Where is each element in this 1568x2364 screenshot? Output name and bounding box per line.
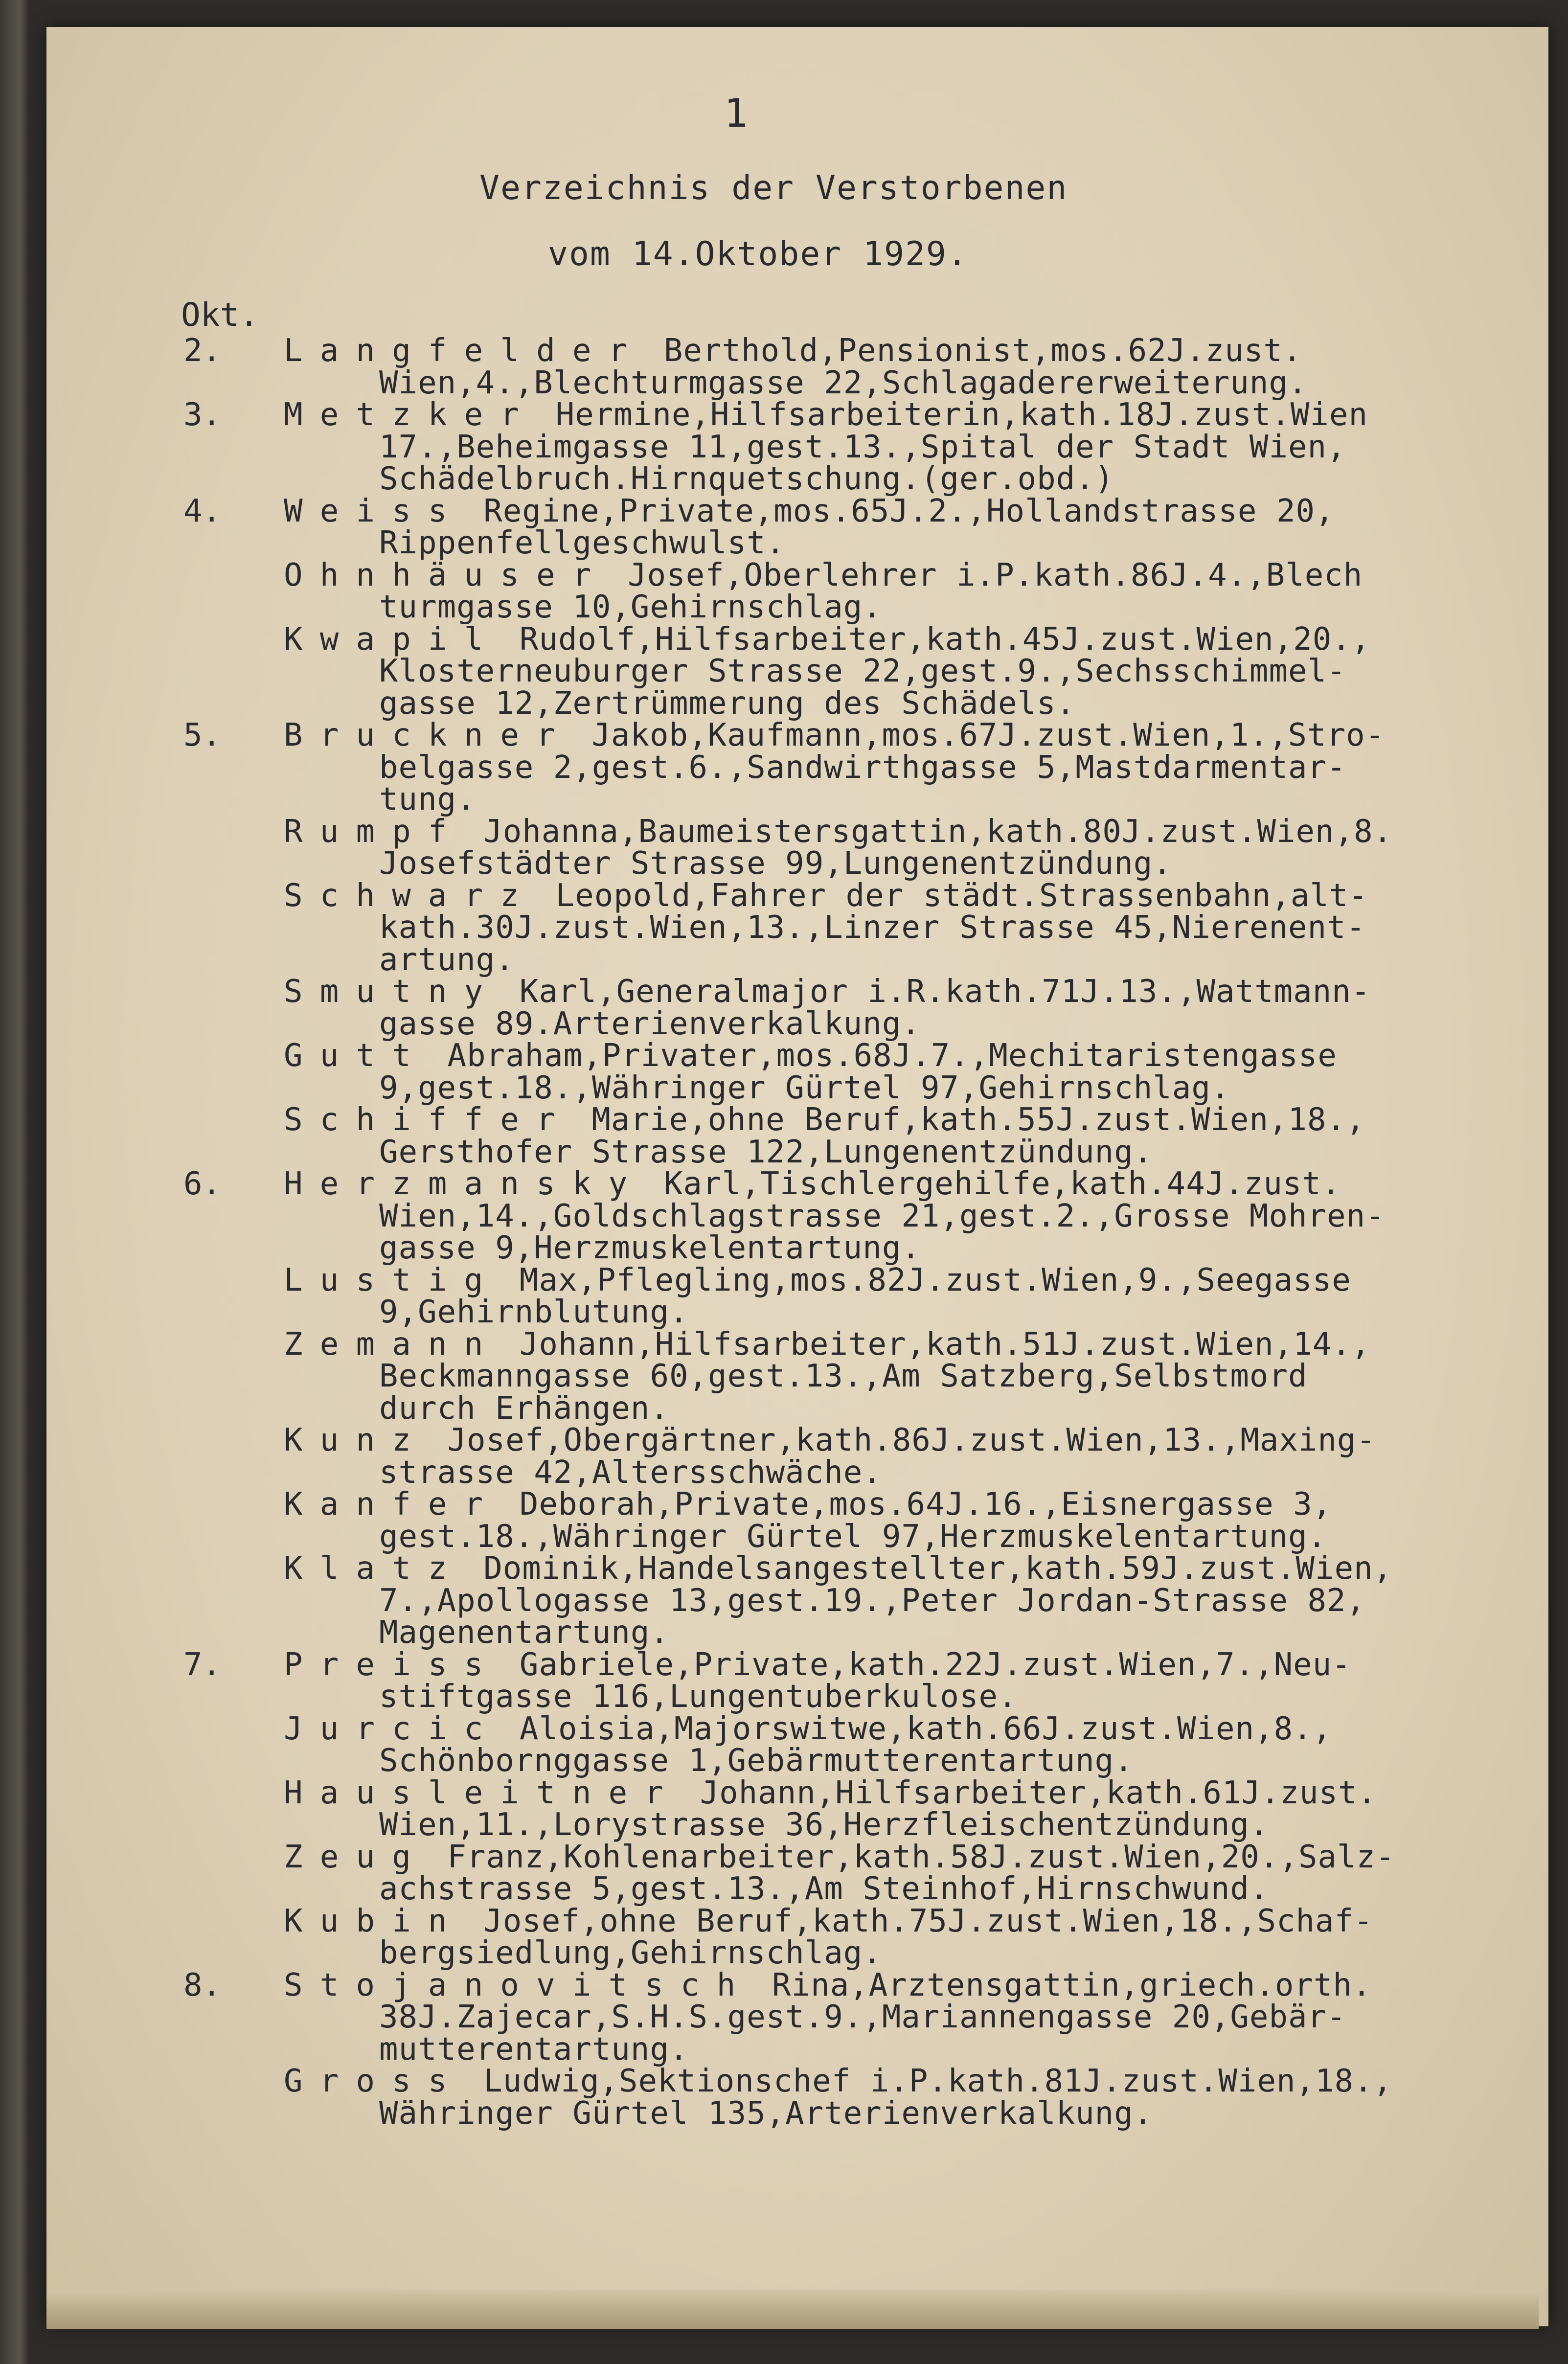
- entry-surname: Lustig: [284, 1262, 500, 1298]
- entry-first-line: [284, 1967, 1372, 2003]
- entry-text: Regine,Private,mos.65J.2.,Hollandstrasse 20,: [483, 493, 1335, 529]
- entry-continuation-line: artung.: [379, 941, 515, 978]
- entry-first-line: [284, 333, 1302, 369]
- entry-surname: Bruckner: [284, 717, 572, 753]
- entry-first-line: [284, 1647, 1351, 1683]
- entry-text: Hermine,Hilfsarbeiterin,kath.18J.zust.Wien: [555, 397, 1368, 433]
- entry-continuation-line: Wien,14.,Goldschlagstrasse 21,gest.2.,Grosse Mohren-: [379, 1198, 1385, 1234]
- entry-surname: Herzmansky: [284, 1166, 645, 1202]
- entry-text: Aloisia,Majorswitwe,kath.66J.zust.Wien,8.,: [519, 1710, 1332, 1747]
- entry-first-line: [284, 1326, 1370, 1363]
- entry-continuation-line: Beckmanngasse 60,gest.13.,Am Satzberg,Selbstmord: [379, 1358, 1308, 1394]
- entry-first-line: [284, 1102, 1365, 1138]
- entry-text: Marie,ohne Beruf,kath.55J.zust.Wien,18.,: [591, 1102, 1365, 1138]
- entry-continuation-line: kath.30J.zust.Wien,13.,Linzer Strasse 45,Nierenent-: [379, 909, 1366, 946]
- entry-continuation-line: Währinger Gürtel 135,Arterienverkalkung.: [379, 2095, 1153, 2132]
- entry-continuation-line: Wien,4.,Blechturmgasse 22,Schlagadererweiterung.: [379, 364, 1308, 401]
- entry-surname: Zeug: [284, 1839, 428, 1875]
- entry-first-line: [284, 1262, 1351, 1298]
- entry-surname: Kunz: [284, 1422, 428, 1458]
- entry-continuation-line: stiftgasse 116,Lungentuberkulose.: [379, 1679, 1018, 1715]
- entry-text: Johann,Hilfsarbeiter,kath.51J.zust.Wien,14.,: [519, 1326, 1371, 1363]
- entry-surname: Stojanovitsch: [284, 1967, 753, 2003]
- entry-continuation-line: belgasse 2,gest.6.,Sandwirthgasse 5,Mastdarmentar-: [379, 749, 1346, 786]
- entry-text: Josef,Obergärtner,kath.86J.zust.Wien,13.,Maxing-: [447, 1422, 1376, 1458]
- entry-text: Rina,Arztensgattin,griech.orth.: [772, 1967, 1372, 2003]
- entry-first-line: [284, 717, 1385, 753]
- entry-first-line: [284, 397, 1368, 433]
- entry-continuation-line: 7.,Apollogasse 13,gest.19.,Peter Jordan-Strasse 82,: [379, 1582, 1366, 1619]
- entry-surname: Jurcic: [284, 1710, 500, 1747]
- entry-text: Johann,Hilfsarbeiter,kath.61J.zust.: [700, 1774, 1377, 1811]
- entry-text: Berthold,Pensionist,mos.62J.zust.: [663, 333, 1302, 369]
- entry-surname: Preiss: [284, 1646, 500, 1683]
- entry-text: Abraham,Privater,mos.68J.7.,Mechitaristengasse: [447, 1038, 1337, 1074]
- entry-continuation-line: gasse 89.Arterienverkalkung.: [379, 1005, 921, 1042]
- entry-text: Dominik,Handelsangestellter,kath.59J.zust.Wien,: [483, 1550, 1393, 1587]
- entry-first-line: [284, 1775, 1377, 1811]
- entry-surname: Hausleitner: [284, 1774, 681, 1811]
- entry-text: Karl,Generalmajor i.R.kath.71J.13.,Wattmann-: [519, 974, 1371, 1010]
- entry-surname: Schiffer: [284, 1102, 572, 1138]
- entry-day: 8.: [183, 1967, 222, 2003]
- entry-first-line: [284, 1550, 1392, 1587]
- entry-continuation-line: 9,gest.18.,Währinger Gürtel 97,Gehirnschlag.: [379, 1069, 1230, 1106]
- entry-continuation-line: Klosterneuburger Strasse 22,gest.9.,Sechsschimmel-: [379, 653, 1346, 689]
- entry-text: Josef,Oberlehrer i.P.kath.86J.4.,Blech: [628, 557, 1363, 593]
- entry-first-line: [284, 1166, 1341, 1202]
- entry-first-line: [284, 974, 1370, 1010]
- entry-surname: Langfelder: [284, 333, 645, 369]
- entry-surname: Weiss: [284, 493, 464, 529]
- entry-surname: Zemann: [284, 1326, 500, 1363]
- entry-continuation-line: Schönbornggasse 1,Gebärmutterentartung.: [379, 1743, 1134, 1779]
- entry-surname: Gross: [284, 2063, 464, 2099]
- entry-text: Rudolf,Hilfsarbeiter,kath.45J.zust.Wien,20.,: [519, 621, 1371, 658]
- entry-text: Karl,Tischlergehilfe,kath.44J.zust.: [663, 1166, 1341, 1202]
- entry-continuation-line: Josefstädter Strasse 99,Lungenentzündung.: [379, 845, 1172, 882]
- entry-text: Jakob,Kaufmann,mos.67J.zust.Wien,1.,Stro-: [591, 717, 1385, 753]
- entry-day: 5.: [183, 717, 222, 753]
- page-number: 1: [724, 91, 748, 136]
- entry-continuation-line: Magenentartung.: [379, 1614, 669, 1651]
- entry-text: Josef,ohne Beruf,kath.75J.zust.Wien,18.,Schaf-: [483, 1903, 1373, 1939]
- entry-text: Ludwig,Sektionschef i.P.kath.81J.zust.Wien,18.,: [483, 2063, 1393, 2099]
- entry-continuation-line: tung.: [379, 781, 476, 818]
- entry-text: Leopold,Fahrer der städt.Strassenbahn,alt-: [555, 877, 1368, 914]
- entry-surname: Metzker: [284, 397, 537, 433]
- entry-continuation-line: 38J.Zajecar,S.H.S.gest.9.,Mariannengasse 20,Gebär-: [379, 1999, 1346, 2035]
- entry-day: 3.: [183, 397, 222, 433]
- entry-first-line: [284, 1486, 1332, 1523]
- entry-continuation-line: Gersthofer Strasse 122,Lungenentzündung.: [379, 1134, 1153, 1170]
- entry-continuation-line: strasse 42,Altersschwäche.: [379, 1454, 882, 1491]
- entry-surname: Klatz: [284, 1550, 464, 1587]
- entry-text: Max,Pflegling,mos.82J.zust.Wien,9.,Seegasse: [519, 1262, 1351, 1298]
- entry-surname: Gutt: [284, 1038, 428, 1074]
- entry-day: 2.: [183, 333, 222, 369]
- entry-continuation-line: gasse 12,Zertrümmerung des Schädels.: [379, 685, 1076, 722]
- entry-first-line: [284, 878, 1368, 914]
- entry-first-line: [284, 1839, 1395, 1875]
- entry-continuation-line: Rippenfellgeschwulst.: [379, 525, 786, 561]
- entry-text: Johanna,Baumeistersgattin,kath.80J.zust.Wien,8.: [483, 813, 1393, 850]
- entry-first-line: [284, 1422, 1376, 1458]
- entry-surname: Smutny: [284, 974, 500, 1010]
- entry-continuation-line: mutterentartung.: [379, 2031, 689, 2068]
- entry-day: 7.: [183, 1646, 222, 1683]
- entry-first-line: [284, 814, 1392, 850]
- entry-first-line: [284, 1038, 1337, 1074]
- entry-day: 6.: [183, 1166, 222, 1202]
- entry-continuation-line: 17.,Beheimgasse 11,gest.13.,Spital der Stadt Wien,: [379, 429, 1346, 465]
- entry-day: 4.: [183, 493, 222, 529]
- page-bottom-edge: [46, 2290, 1539, 2329]
- entry-continuation-line: gasse 9,Herzmuskelentartung.: [379, 1230, 921, 1266]
- entry-continuation-line: 9,Gehirnblutung.: [379, 1294, 689, 1330]
- entry-continuation-line: durch Erhängen.: [379, 1390, 669, 1427]
- entry-first-line: [284, 1903, 1373, 1939]
- entry-first-line: [284, 557, 1363, 593]
- document-title: Verzeichnis der Verstorbenen: [479, 169, 1068, 207]
- entry-continuation-line: gest.18.,Währinger Gürtel 97,Herzmuskelentartung.: [379, 1518, 1327, 1555]
- entry-continuation-line: Schädelbruch.Hirnquetschung.(ger.obd.): [379, 461, 1114, 497]
- entry-first-line: [284, 2063, 1392, 2099]
- entry-surname: Kwapil: [284, 621, 500, 658]
- entry-surname: Kubin: [284, 1903, 464, 1939]
- entry-first-line: [284, 621, 1370, 658]
- entry-surname: Rumpf: [284, 813, 464, 850]
- entry-continuation-line: achstrasse 5,gest.13.,Am Steinhof,Hirnschwund.: [379, 1871, 1269, 1907]
- entry-first-line: [284, 493, 1335, 529]
- entry-continuation-line: turmgasse 10,Gehirnschlag.: [379, 589, 882, 625]
- entry-surname: Ohnhäuser: [284, 557, 609, 593]
- entry-surname: Kanfer: [284, 1486, 500, 1523]
- entry-first-line: [284, 1711, 1332, 1747]
- entry-text: Franz,Kohlenarbeiter,kath.58J.zust.Wien,20.,Salz-: [447, 1839, 1395, 1875]
- entry-text: Deborah,Private,mos.64J.16.,Eisnergasse 3,: [519, 1486, 1332, 1523]
- document-subtitle: vom 14.Oktober 1929.: [548, 235, 968, 273]
- month-label: Okt.: [181, 296, 259, 334]
- entry-continuation-line: Wien,11.,Lorystrasse 36,Herzfleischentzündung.: [379, 1807, 1269, 1843]
- entry-surname: Schwarz: [284, 877, 537, 914]
- entry-text: Gabriele,Private,kath.22J.zust.Wien,7.,Neu-: [519, 1646, 1351, 1683]
- entry-continuation-line: bergsiedlung,Gehirnschlag.: [379, 1935, 882, 1971]
